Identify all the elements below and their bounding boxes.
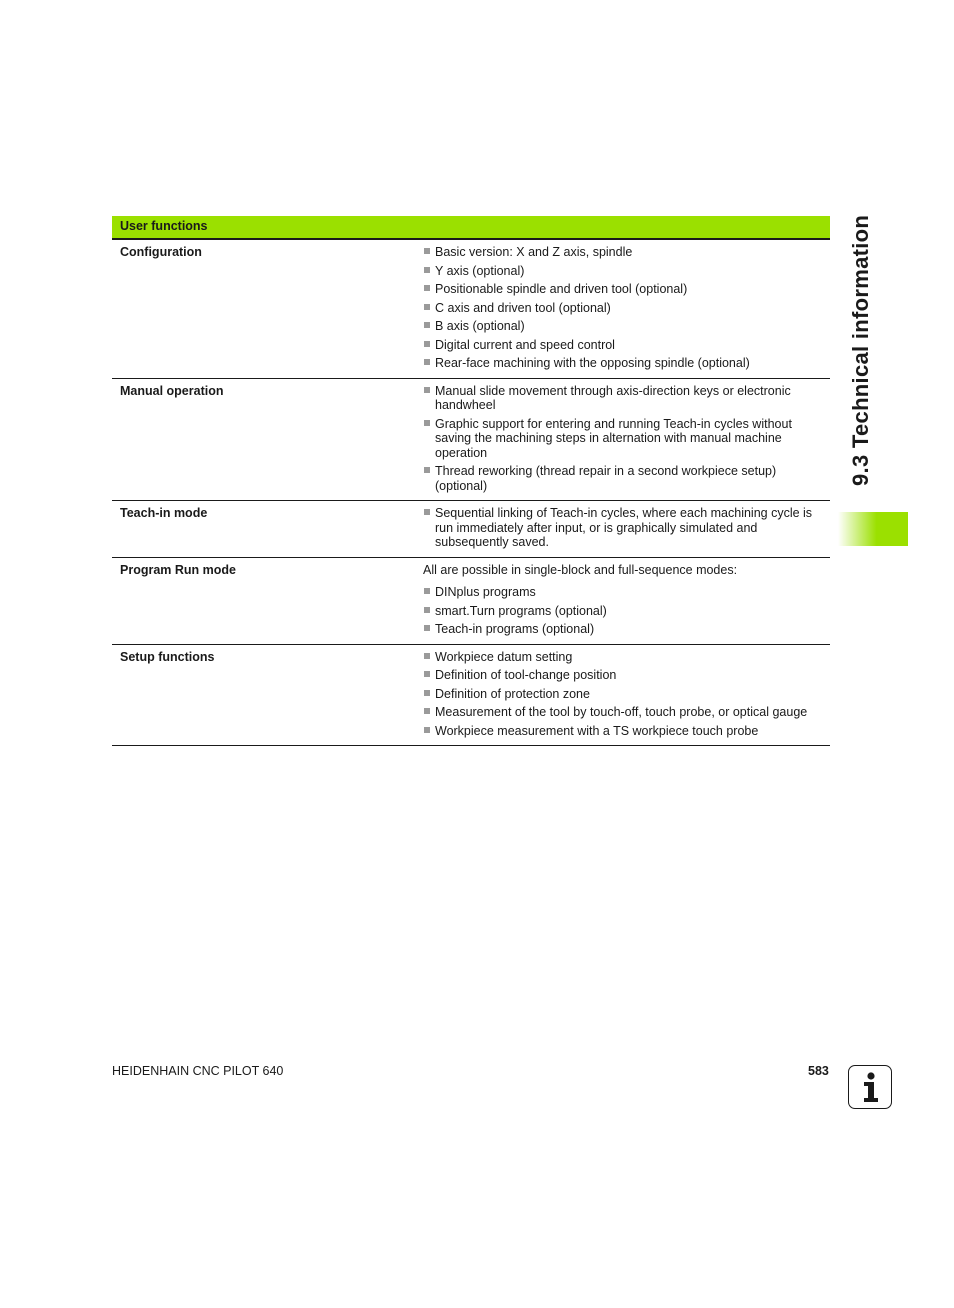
- user-functions-table: [112, 216, 830, 746]
- list-item-text: smart.Turn programs (optional): [435, 603, 607, 618]
- list-item-text: Definition of protection zone: [435, 686, 590, 701]
- feature-list: [423, 650, 830, 739]
- row-content: [423, 650, 830, 739]
- row-content: [423, 245, 830, 371]
- list-item: [423, 356, 830, 371]
- square-bullet-icon: [424, 671, 430, 677]
- feature-list: [423, 585, 830, 637]
- table-header: User functions: [112, 216, 830, 240]
- table-row: [112, 645, 830, 747]
- list-item-text: Manual slide movement through axis-direction keys or electronic handwheel: [435, 383, 791, 412]
- square-bullet-icon: [424, 607, 430, 613]
- feature-list: [423, 506, 830, 550]
- list-item: [423, 264, 830, 279]
- table-body: [112, 240, 830, 746]
- list-item: [423, 506, 830, 550]
- list-item-text: Workpiece datum setting: [435, 649, 573, 664]
- list-item-text: Workpiece measurement with a TS workpiece touch probe: [435, 723, 759, 738]
- info-icon: [848, 1065, 892, 1109]
- list-item: [423, 622, 830, 637]
- list-item-text: Teach-in programs (optional): [435, 622, 595, 636]
- list-item: [423, 724, 830, 739]
- row-intro-text: All are possible in single-block and full-sequence modes:: [423, 562, 738, 577]
- square-bullet-icon: [424, 690, 430, 696]
- square-bullet-icon: [424, 708, 430, 714]
- footer-product-name: HEIDENHAIN CNC PILOT 640: [112, 1064, 284, 1078]
- square-bullet-icon: [424, 588, 430, 594]
- list-item: [423, 687, 830, 702]
- list-item-text: Thread reworking (thread repair in a second workpiece setup) (optional): [435, 464, 777, 493]
- square-bullet-icon: [424, 509, 430, 515]
- list-item: [423, 319, 830, 334]
- list-item-text: Basic version: X and Z axis, spindle: [435, 245, 633, 259]
- list-item-text: Digital current and speed control: [435, 337, 615, 352]
- row-content: [423, 506, 830, 550]
- list-item: [423, 705, 830, 720]
- list-item-text: Positionable spindle and driven tool (optional): [435, 282, 688, 296]
- row-label: Teach-in mode: [120, 506, 208, 520]
- list-item: [423, 384, 830, 413]
- row-content: [423, 563, 830, 637]
- row-label: Manual operation: [120, 383, 224, 398]
- list-item-text: Y axis (optional): [435, 263, 525, 278]
- list-item: [423, 338, 830, 353]
- square-bullet-icon: [424, 341, 430, 347]
- square-bullet-icon: [424, 420, 430, 426]
- square-bullet-icon: [424, 467, 430, 473]
- list-item-text: Rear-face machining with the opposing spindle (optional): [435, 356, 750, 370]
- square-bullet-icon: [424, 359, 430, 365]
- list-item-text: Measurement of the tool by touch-off, touch probe, or optical gauge: [435, 705, 808, 719]
- square-bullet-icon: [424, 267, 430, 273]
- list-item-text: Definition of tool-change position: [435, 668, 617, 682]
- square-bullet-icon: [424, 727, 430, 733]
- row-label: Configuration: [120, 245, 202, 259]
- row-label: Program Run mode: [120, 562, 236, 577]
- table-row: [112, 558, 830, 645]
- square-bullet-icon: [424, 322, 430, 328]
- list-item: [423, 245, 830, 260]
- list-item-text: Graphic support for entering and running Teach-in cycles without saving the machining steps in alternation with manual machine operation: [435, 416, 792, 460]
- list-item: [423, 604, 830, 619]
- table-row: [112, 379, 830, 502]
- square-bullet-icon: [424, 304, 430, 310]
- section-side-title: 9.3 Technical information: [848, 214, 873, 486]
- square-bullet-icon: [424, 625, 430, 631]
- list-item-text: DINplus programs: [435, 585, 536, 599]
- list-item-text: B axis (optional): [435, 319, 525, 333]
- list-item: [423, 668, 830, 683]
- list-item: [423, 585, 830, 600]
- feature-list: [423, 384, 830, 494]
- list-item-text: C axis and driven tool (optional): [435, 300, 611, 315]
- square-bullet-icon: [424, 248, 430, 254]
- square-bullet-icon: [424, 653, 430, 659]
- section-tab-marker: [838, 512, 908, 546]
- list-item: [423, 464, 830, 493]
- table-row: [112, 501, 830, 558]
- list-item-text: Sequential linking of Teach-in cycles, where each machining cycle is run immediately after input, or is graphically simulated and subsequently saved.: [435, 506, 813, 549]
- square-bullet-icon: [424, 285, 430, 291]
- list-item: [423, 301, 830, 316]
- table-row: [112, 240, 830, 379]
- row-content: [423, 384, 830, 494]
- square-bullet-icon: [424, 387, 430, 393]
- list-item: [423, 417, 830, 461]
- row-label: Setup functions: [120, 649, 215, 664]
- list-item: [423, 650, 830, 665]
- page-number: 583: [808, 1064, 829, 1078]
- feature-list: [423, 245, 830, 371]
- list-item: [423, 282, 830, 297]
